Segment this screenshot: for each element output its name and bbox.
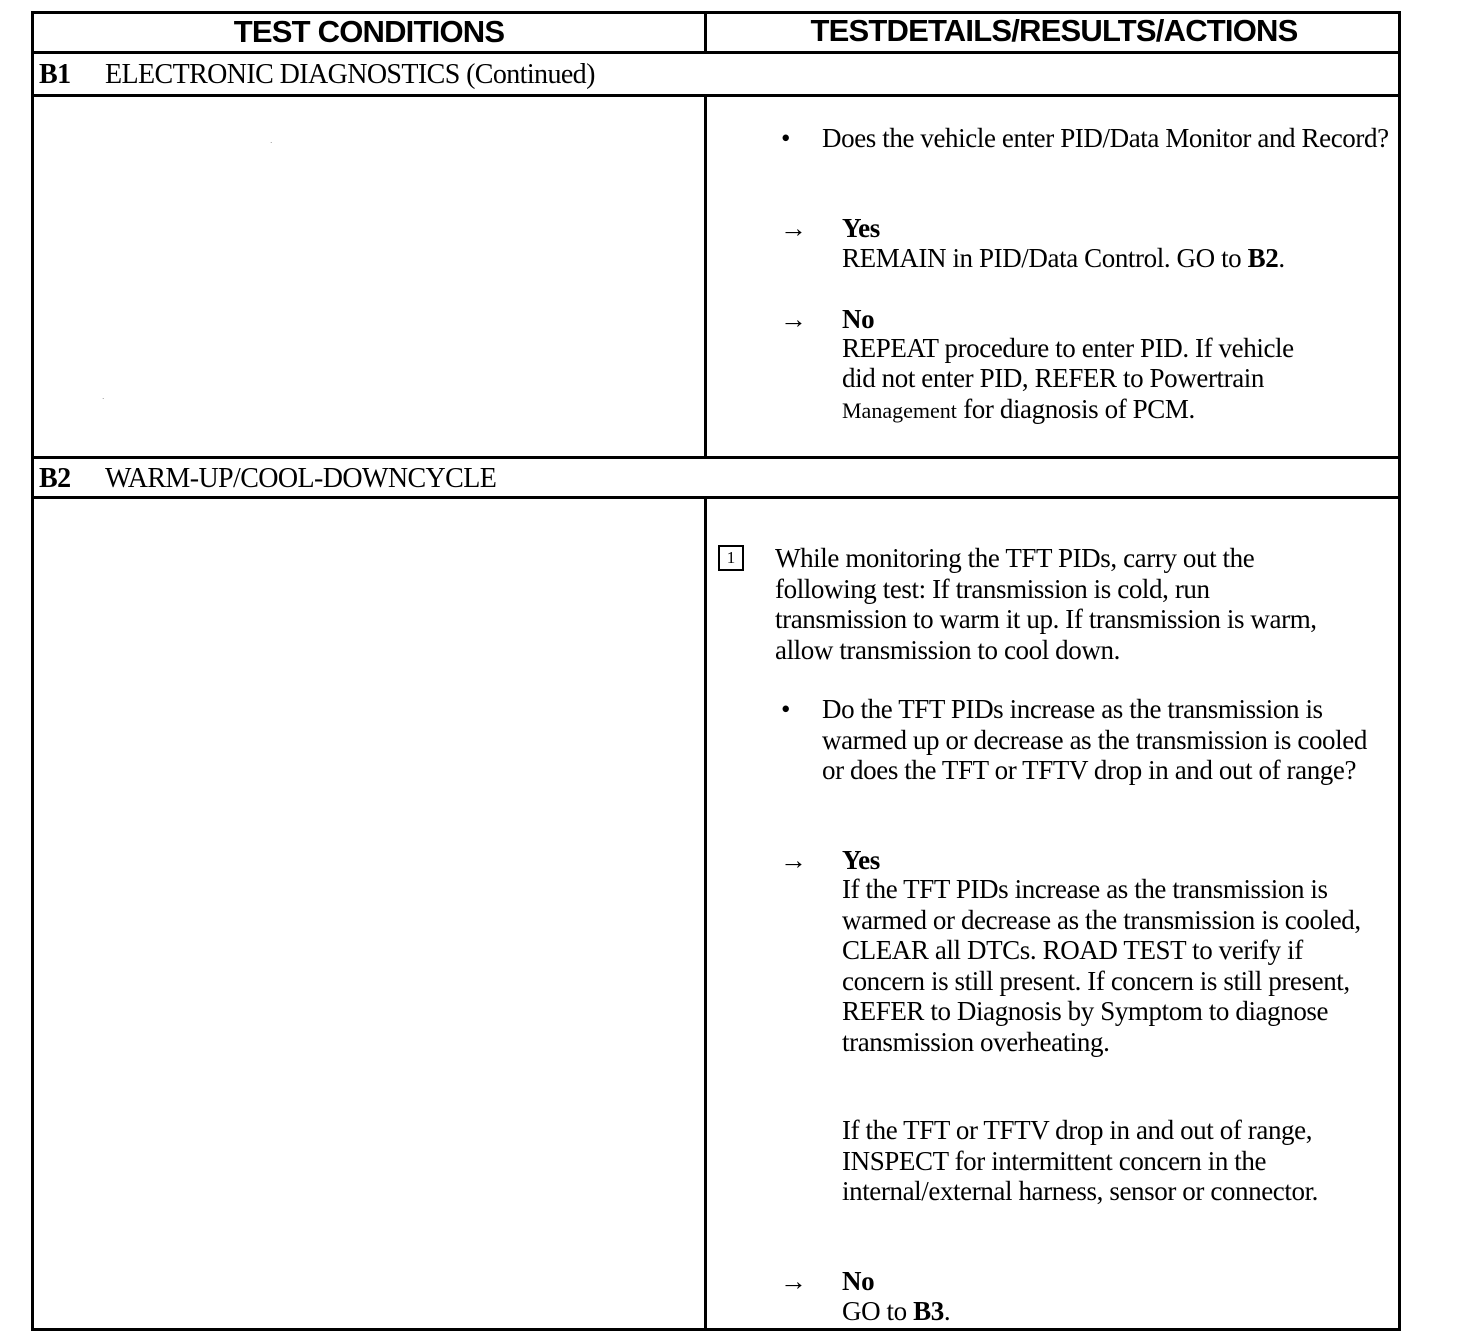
header-test-details: TESTDETAILS/RESULTS/ACTIONS	[810, 13, 1298, 48]
b1-code: B1	[39, 59, 71, 90]
b2-no-ref: B3	[913, 1296, 944, 1326]
b2-no-text: GO to	[842, 1296, 907, 1326]
b1-yes-ref: B2	[1247, 243, 1279, 273]
arrow-right-icon: →	[780, 845, 807, 875]
arrow-right-icon: →	[780, 213, 807, 243]
arrow-right-icon: →	[780, 1266, 807, 1296]
b2-no-end: .	[943, 1296, 951, 1326]
b2-code: B2	[39, 463, 71, 494]
bullet-icon: •	[781, 694, 791, 724]
b2-yes-text2: If the TFT or TFTV drop in and out of range, INSPECT for intermittent concern in the internal/external harness, sensor or connector.	[842, 1115, 1319, 1206]
b2-yes-text: If the TFT PIDs increase as the transmission is warmed or decrease as the transmission is cooled, CLEAR all DTCs. ROAD TEST to verify if concern is still present. If concern is still present, REFER to Diagnosis by Symptom to diagnose transmission overheating.	[842, 874, 1361, 1057]
b2-yes-label: Yes	[842, 845, 880, 875]
b1-yes-action	[842, 243, 1392, 274]
b1-no-small: Management	[842, 398, 957, 423]
b2-column-divider	[704, 496, 707, 1331]
b1-no-line1: REPEAT procedure to enter PID. If vehicle	[842, 333, 1294, 363]
arrow-right-icon: →	[780, 304, 807, 334]
b1-yes-end: .	[1278, 243, 1285, 273]
b1-column-divider	[704, 94, 707, 458]
b1-question: Does the vehicle enter PID/Data Monitor and Record?	[822, 123, 1389, 153]
b1-no-rest: for diagnosis of PCM.	[963, 394, 1195, 424]
b1-no-label: No	[842, 304, 875, 334]
bullet-icon: •	[781, 123, 791, 153]
b2-section-title	[39, 459, 496, 499]
b1-yes-text: REMAIN in PID/Data Control. GO to	[842, 243, 1242, 273]
b1-title: ELECTRONIC DIAGNOSTICS (Continued)	[105, 59, 595, 90]
scan-speck: ·	[102, 395, 105, 403]
step-number-box: 1	[718, 545, 744, 571]
b2-step-text: While monitoring the TFT PIDs, carry out the following test: If transmission is cold, run transmission to warm it up. If transmission is warm, allow transmission to cool down.	[775, 543, 1317, 665]
scan-speck: ·	[270, 139, 273, 147]
b1-no-line2: did not enter PID, REFER to Powertrain	[842, 363, 1265, 393]
b1-no-line3	[842, 394, 1195, 427]
b1-yes-label: Yes	[842, 213, 880, 243]
b2-title: WARM-UP/COOL-DOWNCYCLE	[105, 463, 497, 494]
b1-section-title	[39, 55, 595, 95]
header-test-conditions: TEST CONDITIONS	[233, 14, 505, 49]
b2-no-action	[842, 1296, 950, 1327]
b2-question: Do the TFT PIDs increase as the transmission is warmed up or decrease as the transmission is cooled or does the TFT or TFTV drop in and out of range?	[822, 694, 1367, 785]
b2-no-label: No	[842, 1266, 875, 1296]
